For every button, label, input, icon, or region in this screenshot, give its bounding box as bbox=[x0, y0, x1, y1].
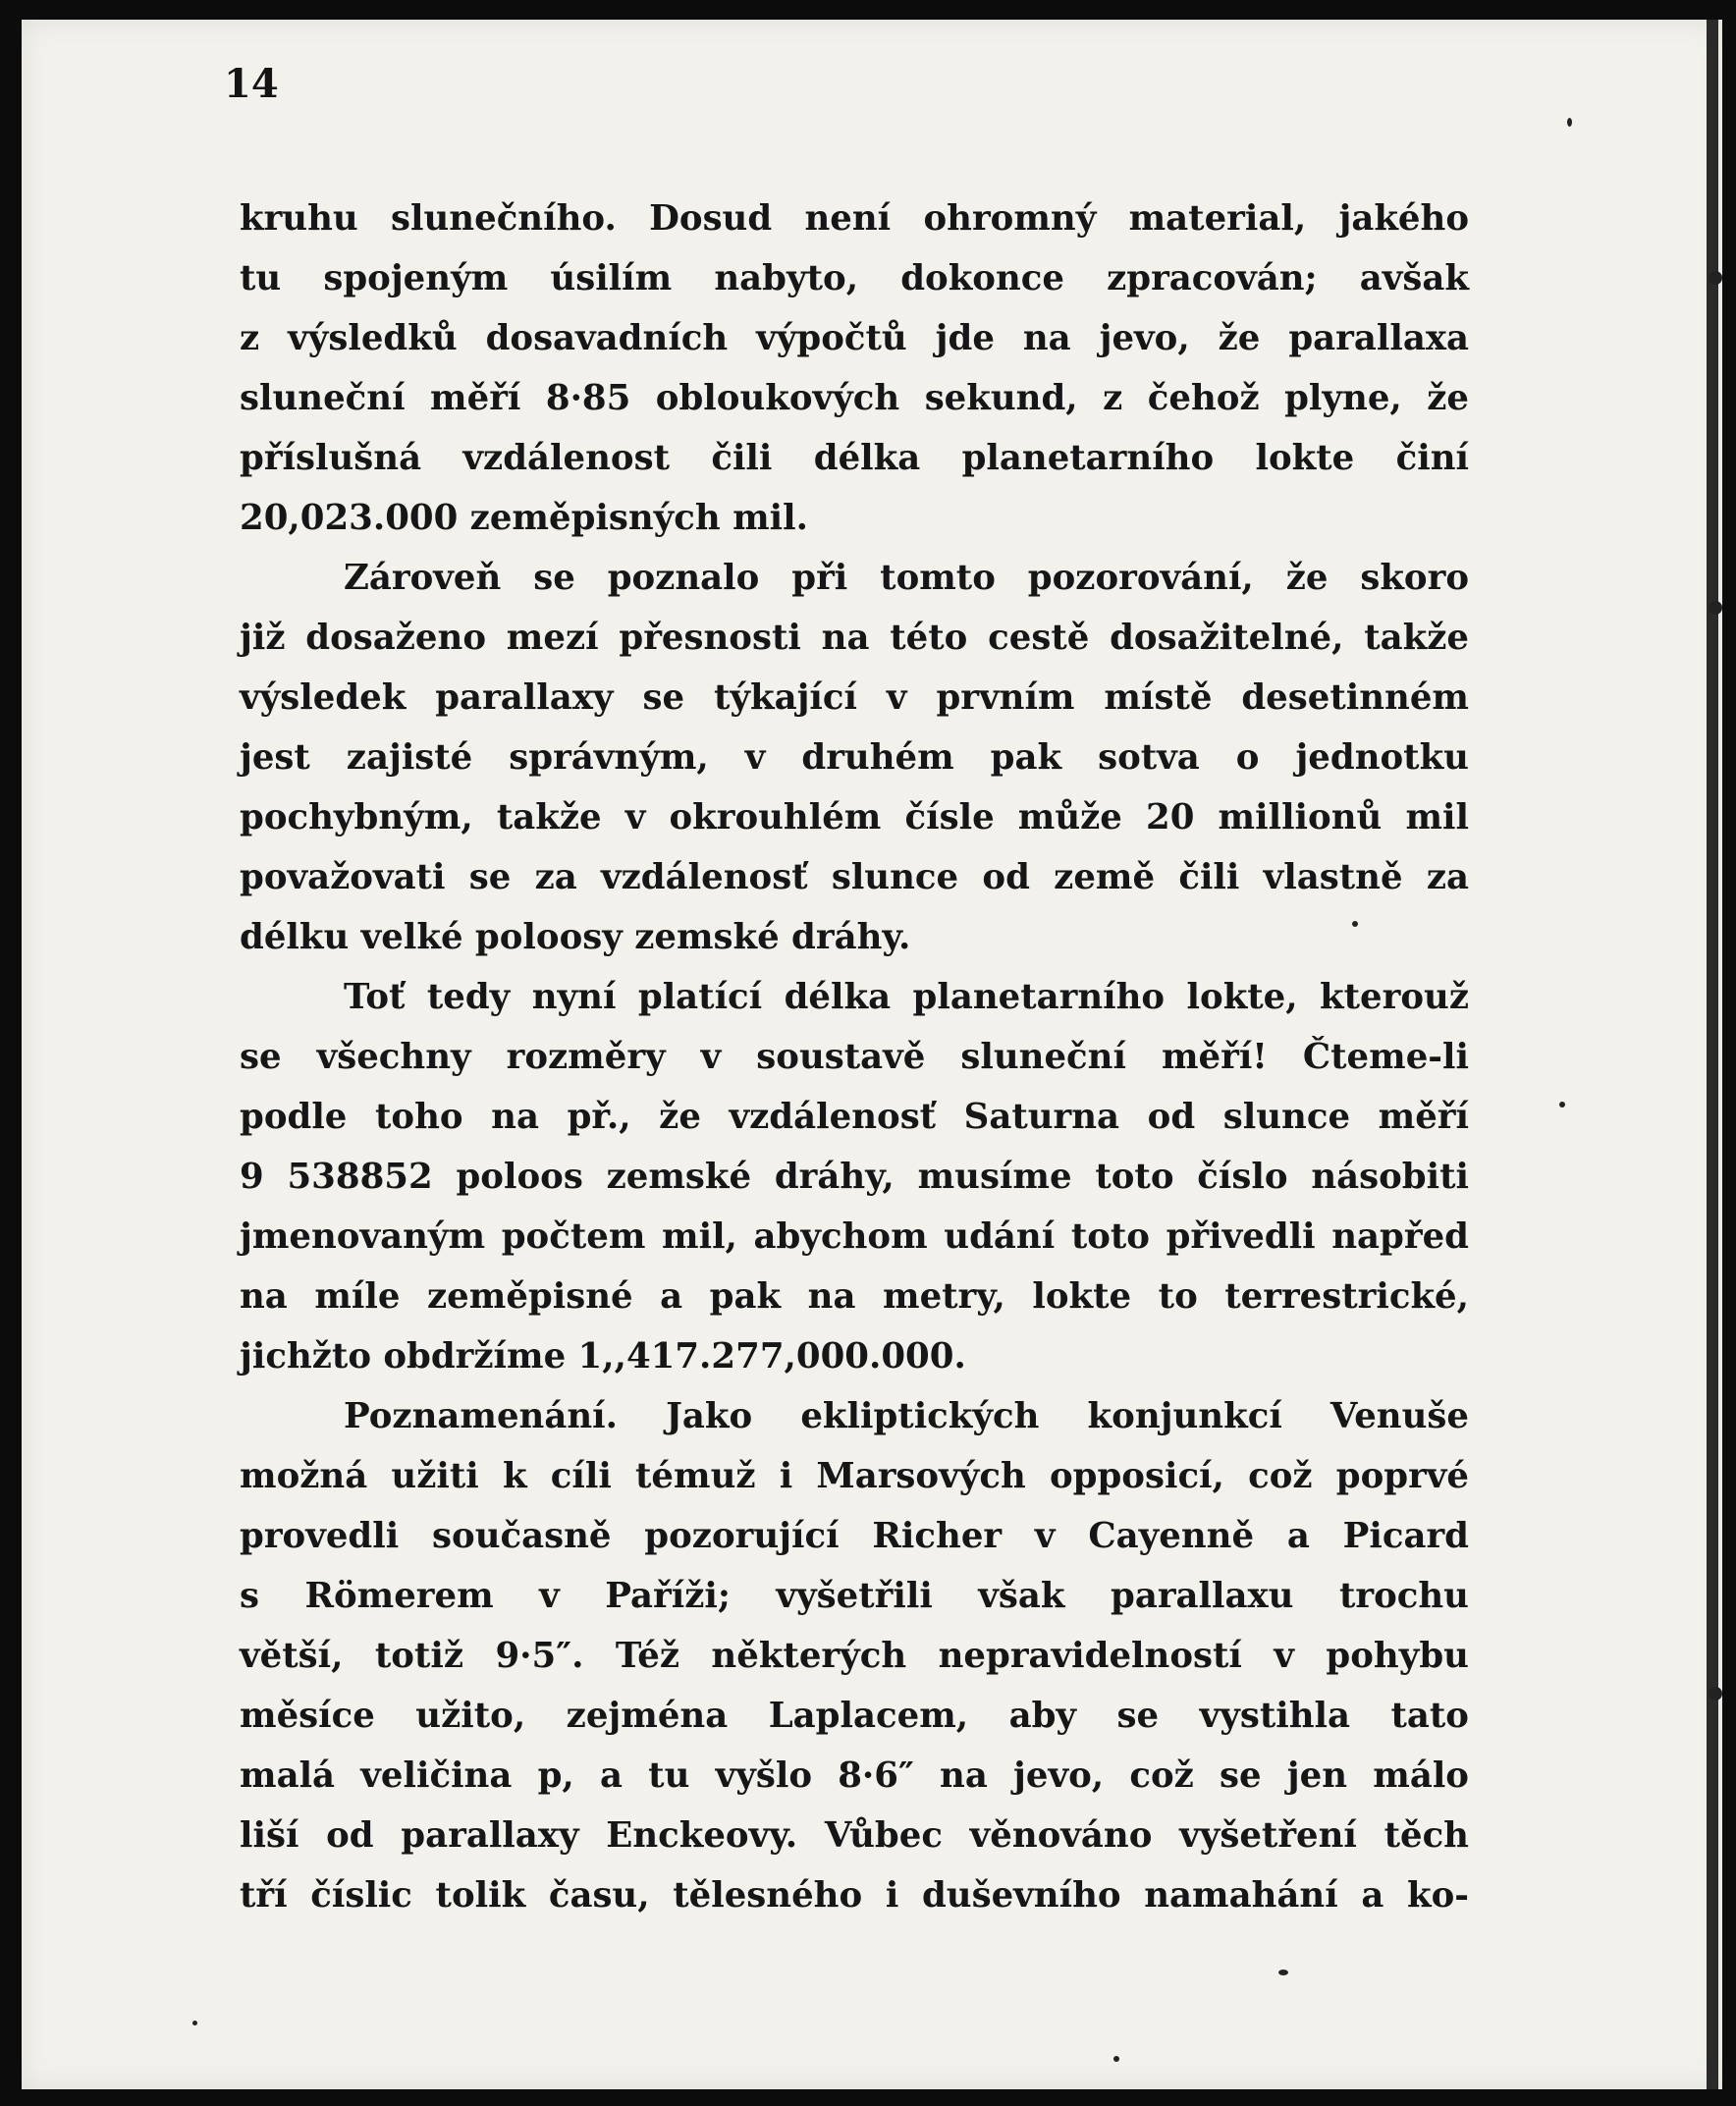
text-line: již dosaženo mezí přesnosti na této cestě dosažitelné, takže bbox=[240, 618, 1469, 658]
text-line: jmenovaným počtem mil, abychom udání toto přivedli napřed bbox=[240, 1216, 1469, 1257]
scan-speck bbox=[1113, 2056, 1119, 2062]
text-line: měsíce užito, zejména Laplacem, aby se vystihla tato bbox=[240, 1696, 1469, 1736]
body-text bbox=[240, 189, 1469, 1925]
text-line: možná užiti k cíli témuž i Marsových opposicí, což poprvé bbox=[240, 1456, 1469, 1496]
text-line: kruhu slunečního. Dosud není ohromný material, jakého bbox=[240, 198, 1469, 239]
scan-speck bbox=[1709, 601, 1722, 615]
page-number: 14 bbox=[224, 61, 279, 107]
scan-speck bbox=[192, 2021, 197, 2025]
text-line: 20,023.000 zeměpisných mil. bbox=[240, 498, 808, 538]
text-line: z výsledků dosavadních výpočtů jde na jevo, že parallaxa bbox=[240, 318, 1469, 358]
scan-speck bbox=[1709, 1687, 1722, 1701]
text-line: větší, totiž 9·5″. Též některých nepravidelností v pohybu bbox=[240, 1636, 1469, 1676]
text-line: na míle zeměpisné a pak na metry, lokte to terrestrické, bbox=[240, 1276, 1469, 1317]
text-line: tří číslic tolik času, tělesného i duševního namahání a ko- bbox=[240, 1875, 1469, 1916]
text-line: 9 538852 poloos zemské dráhy, musíme toto číslo násobiti bbox=[240, 1157, 1469, 1197]
scan-speck bbox=[1559, 1102, 1565, 1107]
text-line: Zároveň se poznalo při tomto pozorování, že skoro bbox=[344, 558, 1469, 598]
page-edge-shadow bbox=[1707, 20, 1718, 2089]
scan-speck bbox=[1352, 921, 1358, 927]
text-line: příslušná vzdálenost čili délka planetarního lokte činí bbox=[240, 438, 1469, 478]
text-line: jest zajisté správným, v druhém pak sotva o jednotku bbox=[240, 737, 1469, 778]
text-line: Toť tedy nyní platící délka planetarního lokte, kterouž bbox=[344, 977, 1469, 1017]
text-line: výsledek parallaxy se týkající v prvním místě desetinném bbox=[240, 677, 1469, 718]
text-line: s Römerem v Paříži; vyšetřili však parallaxu trochu bbox=[240, 1576, 1469, 1616]
scan-speck bbox=[1278, 1970, 1288, 1975]
scan-speck bbox=[1709, 271, 1722, 285]
text-line: považovati se za vzdálenosť slunce od země čili vlastně za bbox=[240, 857, 1469, 897]
text-line: liší od parallaxy Enckeovy. Vůbec věnováno vyšetření těch bbox=[240, 1815, 1469, 1856]
text-line: se všechny rozměry v soustavě sluneční měří! Čteme-li bbox=[240, 1037, 1469, 1077]
scan-speck bbox=[1567, 118, 1572, 127]
text-line: pochybným, takže v okrouhlém čísle může 20 millionů mil bbox=[240, 797, 1469, 837]
text-line: tu spojeným úsilím nabyto, dokonce zpracován; avšak bbox=[240, 258, 1469, 298]
text-line: jichžto obdržíme 1,,417.277,000.000. bbox=[240, 1336, 966, 1377]
text-line: podle toho na př., že vzdálenosť Saturna od slunce měří bbox=[240, 1097, 1469, 1137]
text-line: provedli současně pozorující Richer v Cayenně a Picard bbox=[240, 1516, 1469, 1556]
text-line: délku velké poloosy zemské dráhy. bbox=[240, 917, 911, 957]
text-line: Poznamenání. Jako ekliptických konjunkcí Venuše bbox=[344, 1396, 1469, 1436]
text-line: malá veličina p, a tu vyšlo 8·6″ na jevo, což se jen málo bbox=[240, 1755, 1469, 1796]
text-line: sluneční měří 8·85 obloukových sekund, z čehož plyne, že bbox=[240, 378, 1469, 418]
